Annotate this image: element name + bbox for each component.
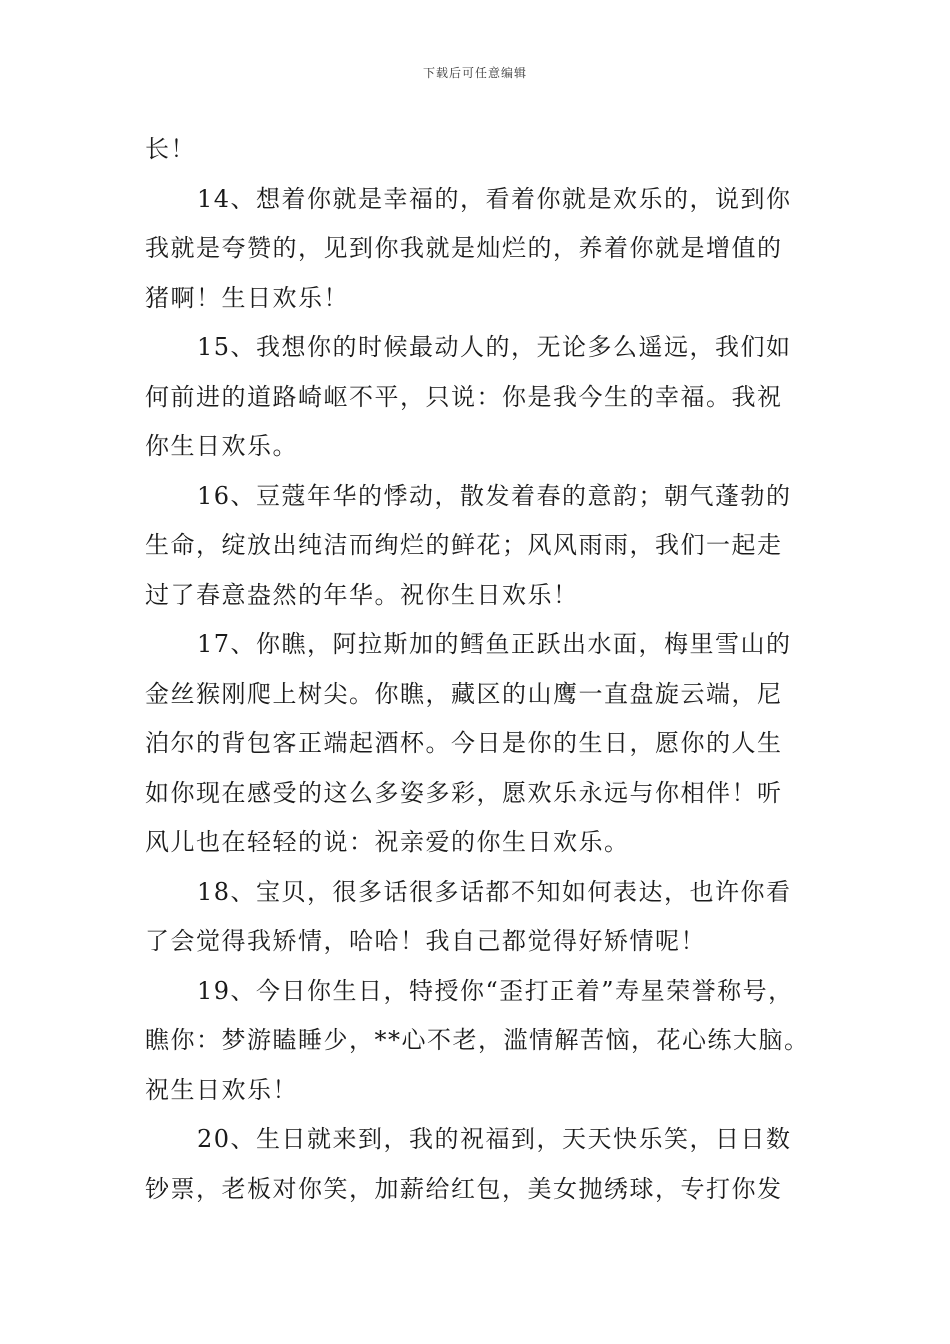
text-line: 15、我想你的时候最动人的，无论多么遥远，我们如 xyxy=(197,333,792,361)
text-line: 泊尔的背包客正端起酒杯。今日是你的生日，愿你的人生 xyxy=(145,729,783,757)
text-line: 你生日欢乐。 xyxy=(145,432,298,460)
text-line: 16、豆蔻年华的悸动，散发着春的意韵；朝气蓬勃的 xyxy=(197,481,792,510)
text-line: 了会觉得我矫情，哈哈！我自己都觉得好矫情呢！ xyxy=(145,927,706,955)
text-line: 钞票，老板对你笑，加薪给红包，美女抛绣球，专打你发 xyxy=(145,1174,783,1203)
text-line: 如你现在感受的这么多姿多彩，愿欢乐永远与你相伴！听 xyxy=(145,778,783,807)
text-line: 瞧你：梦游瞌睡少，**心不老，滥情解苦恼，花心练大脑。 xyxy=(145,1026,810,1054)
text-line: 生命，绽放出纯洁而绚烂的鲜花；风风雨雨，我们一起走 xyxy=(145,531,783,559)
text-line: 我就是夸赞的，见到你我就是灿烂的，养着你就是增值的 xyxy=(145,234,783,262)
document-body xyxy=(145,125,810,1214)
text-line: 18、宝贝，很多话很多话都不知如何表达，也许你看 xyxy=(197,877,792,906)
text-line: 长！ xyxy=(145,135,196,163)
text-line: 20、生日就来到，我的祝福到，天天快乐笑，日日数 xyxy=(197,1125,792,1153)
text-line: 过了春意盎然的年华。祝你生日欢乐！ xyxy=(145,580,579,609)
text-line: 14、想着你就是幸福的，看着你就是欢乐的，说到你 xyxy=(197,184,792,213)
text-line: 17、你瞧，阿拉斯加的鳕鱼正跃出水面，梅里雪山的 xyxy=(197,630,792,658)
text-line: 风儿也在轻轻的说：祝亲爱的你生日欢乐。 xyxy=(145,828,630,856)
text-line: 19、今日你生日，特授你“歪打正着”寿星荣誉称号， xyxy=(197,976,794,1005)
text-line: 何前进的道路崎岖不平，只说：你是我今生的幸福。我祝 xyxy=(145,382,783,411)
text-line: 祝生日欢乐！ xyxy=(145,1075,298,1104)
text-line: 猪啊！生日欢乐！ xyxy=(145,283,349,312)
text-line: 金丝猴刚爬上树尖。你瞧，藏区的山鹰一直盘旋云端，尼 xyxy=(145,679,783,708)
page-header: 下载后可任意编辑 xyxy=(422,66,527,80)
